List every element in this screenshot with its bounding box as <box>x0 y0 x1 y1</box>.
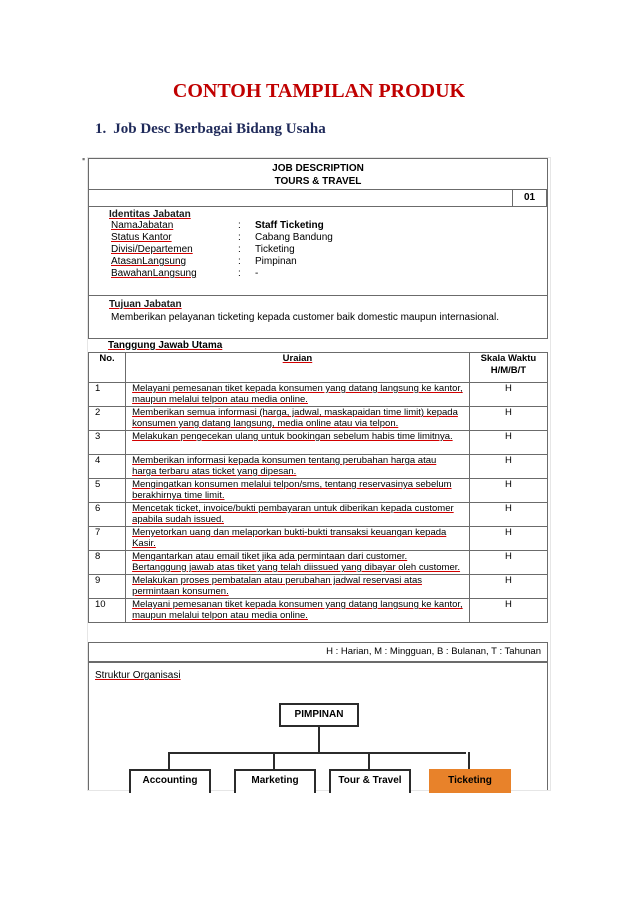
header-uraian: Uraian <box>126 353 470 383</box>
duty-no: 8 <box>89 551 126 575</box>
section-heading <box>95 121 326 138</box>
org-line-vertical-child <box>168 752 170 769</box>
org-child-box: Ticketing <box>429 769 511 793</box>
time-scale-legend: H : Harian, M : Mingguan, B : Bulanan, T : Tahunan <box>88 642 548 662</box>
duty-row <box>89 383 548 407</box>
duty-skala: H <box>469 551 547 575</box>
duty-no: 2 <box>89 407 126 431</box>
duty-no: 5 <box>89 479 126 503</box>
duty-row <box>89 527 548 551</box>
duty-uraian: Melayani pemesanan tiket kepada konsumen yang datang langsung ke kantor, maupun melalui telpon atau media online. <box>126 599 470 623</box>
identitas-label: NamaJabatan <box>111 220 174 231</box>
tujuan-title: Tujuan Jabatan <box>109 299 182 310</box>
org-top-box: PIMPINAN <box>279 703 359 727</box>
org-child-box: Tour & Travel <box>329 769 411 793</box>
identitas-row <box>89 220 547 232</box>
identitas-label: Divisi/Departemen <box>111 244 193 255</box>
duty-uraian: Menyetorkan uang dan melaporkan bukti-bukti transaksi keuangan kepada Kasir. <box>126 527 470 551</box>
tujuan-text: Memberikan pelayanan ticketing kepada customer baik domestic maupun internasional. <box>111 312 499 323</box>
header-no: No. <box>89 353 126 383</box>
duty-no: 1 <box>89 383 126 407</box>
duty-no: 6 <box>89 503 126 527</box>
duty-uraian: Mencetak ticket, invoice/bukti pembayaran untuk diberikan kepada customer apabila sudah issued. <box>126 503 470 527</box>
identitas-colon: : <box>238 220 241 231</box>
duty-row <box>89 479 548 503</box>
identitas-label: BawahanLangsung <box>111 268 197 279</box>
org-line-vertical-top <box>318 727 320 753</box>
identitas-row <box>89 244 547 256</box>
duty-row <box>89 503 548 527</box>
identitas-colon: : <box>238 244 241 255</box>
document-code: 01 <box>512 189 547 207</box>
duty-row <box>89 551 548 575</box>
corner-mark: ▪ <box>82 154 86 164</box>
duties-table <box>88 352 548 623</box>
duty-skala: H <box>469 383 547 407</box>
duty-row <box>89 407 548 431</box>
identitas-row <box>89 268 547 280</box>
identitas-label: AtasanLangsung <box>111 256 187 267</box>
duty-skala: H <box>469 575 547 599</box>
duty-uraian: Melayani pemesanan tiket kepada konsumen yang datang langsung ke kantor, maupun melalui telpon atau media online. <box>126 383 470 407</box>
duty-uraian: Mengantarkan atau email tiket jika ada permintaan dari customer. Bertanggung jawab atas tiket yang telah diissued yang dibayar oleh customer. <box>126 551 470 575</box>
duty-skala: H <box>469 503 547 527</box>
section-number: 1. <box>95 121 107 137</box>
duty-skala: H <box>469 599 547 623</box>
identitas-value: Ticketing <box>255 244 295 255</box>
org-line-vertical-child <box>273 752 275 769</box>
jd-header-line2: TOURS & TRAVEL <box>274 176 362 187</box>
identitas-value: - <box>255 268 259 279</box>
duty-skala: H <box>469 455 547 479</box>
duty-skala: H <box>469 527 547 551</box>
jd-header <box>88 158 548 190</box>
code-row <box>88 189 548 207</box>
struktur-title: Struktur Organisasi <box>95 670 181 681</box>
duty-no: 9 <box>89 575 126 599</box>
duty-row <box>89 431 548 455</box>
duty-skala: H <box>469 479 547 503</box>
struktur-section <box>88 662 548 790</box>
identitas-value: Cabang Bandung <box>255 232 333 243</box>
org-line-vertical-child <box>368 752 370 769</box>
page-title: CONTOH TAMPILAN PRODUK <box>172 80 466 102</box>
section-title: Job Desc Berbagai Bidang Usaha <box>113 121 326 137</box>
identitas-row <box>89 256 547 268</box>
identitas-value: Staff Ticketing <box>255 220 324 231</box>
duty-no: 7 <box>89 527 126 551</box>
duty-uraian: Mengingatkan konsumen melalui telpon/sms, tentang reservasinya sebelum berakhirnya time limit. <box>126 479 470 503</box>
duty-row <box>89 455 548 479</box>
identitas-colon: : <box>238 232 241 243</box>
tujuan-section <box>88 295 548 339</box>
identitas-colon: : <box>238 268 241 279</box>
identitas-label: Status Kantor <box>111 232 172 243</box>
org-line-horizontal <box>168 752 466 754</box>
identitas-value: Pimpinan <box>255 256 297 267</box>
duty-row <box>89 599 548 623</box>
duty-skala: H <box>469 407 547 431</box>
duty-no: 4 <box>89 455 126 479</box>
tanggung-jawab-title: Tanggung Jawab Utama <box>108 340 223 351</box>
duty-uraian: Melakukan proses pembatalan atau perubahan jadwal reservasi atas permintaan konsumen. <box>126 575 470 599</box>
jd-header-line1: JOB DESCRIPTION <box>272 163 364 174</box>
identitas-section <box>88 206 548 296</box>
identitas-row <box>89 232 547 244</box>
duty-uraian: Memberikan semua informasi (harga, jadwal, maskapaidan time limit) kepada konsumen yang datang langsung, media online atau via telpon. <box>126 407 470 431</box>
job-description-document <box>88 158 550 790</box>
duty-skala: H <box>469 431 547 455</box>
org-line-vertical-child <box>468 752 470 769</box>
identitas-title: Identitas Jabatan <box>109 209 191 220</box>
duty-no: 3 <box>89 431 126 455</box>
org-child-box: Marketing <box>234 769 316 793</box>
org-child-box: Accounting <box>129 769 211 793</box>
identitas-colon: : <box>238 256 241 267</box>
duty-row <box>89 575 548 599</box>
duty-uraian: Memberikan informasi kepada konsumen tentang perubahan harga atau harga terbaru atas ticket yang dipesan. <box>126 455 470 479</box>
header-skala: Skala Waktu H/M/B/T <box>469 353 547 383</box>
duty-no: 10 <box>89 599 126 623</box>
duties-header-row <box>89 353 548 383</box>
duty-uraian: Melakukan pengecekan ulang untuk bookingan sebelum habis time limitnya. <box>126 431 470 455</box>
